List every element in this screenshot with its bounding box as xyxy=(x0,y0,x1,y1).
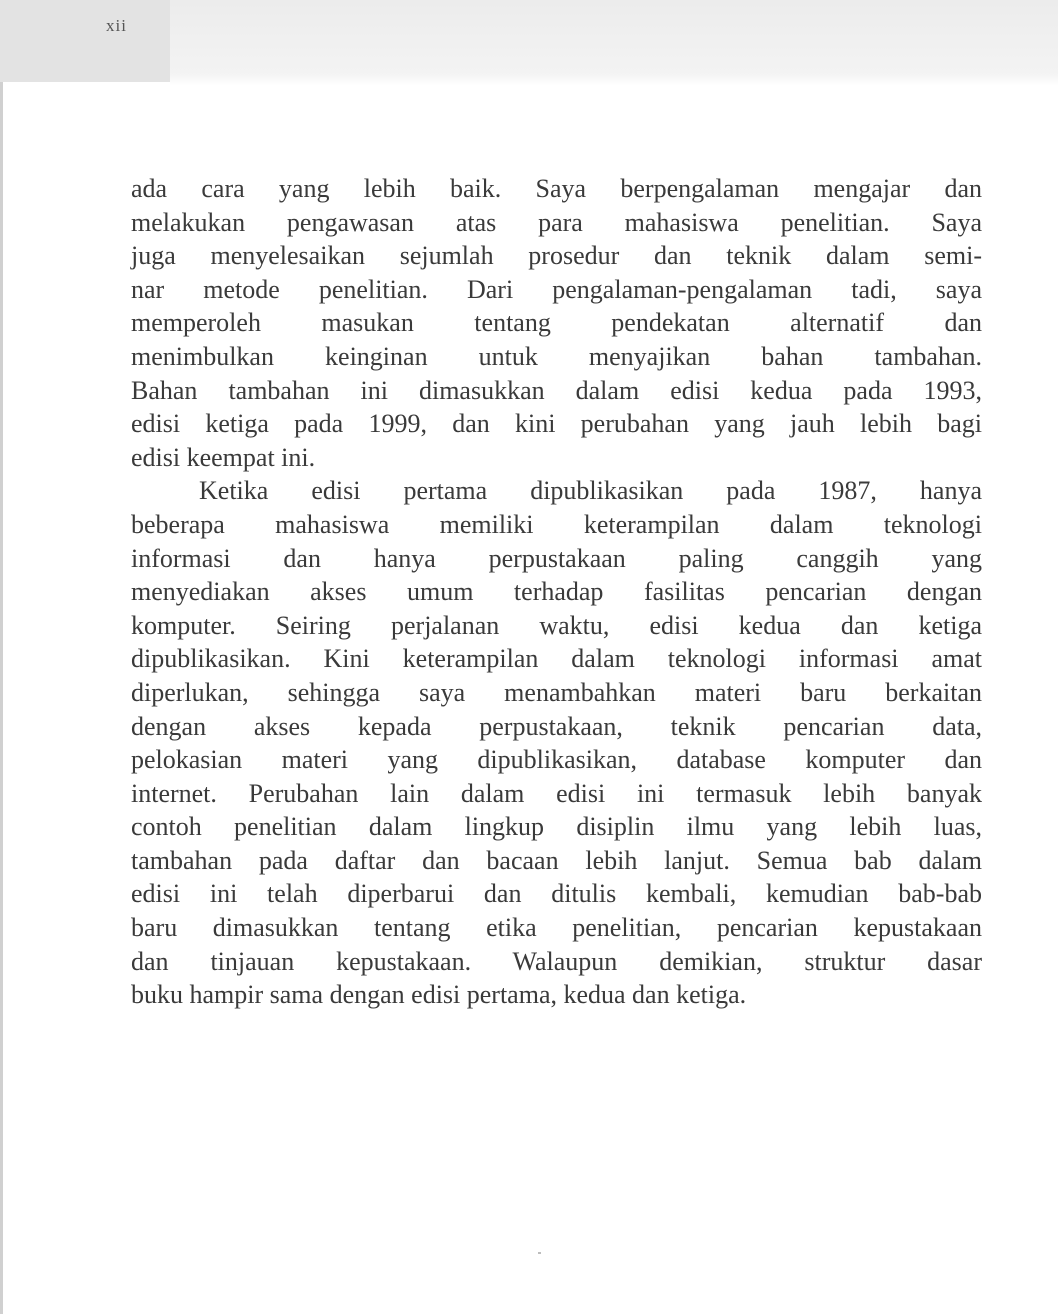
text-line: tambahan pada daftar dan bacaan lebih lanjut. Semua bab dalam xyxy=(131,845,982,875)
header-band xyxy=(0,0,170,82)
text-line: menyediakan akses umum terhadap fasilitas pencarian dengan xyxy=(131,577,982,607)
header-band-right xyxy=(170,0,1058,86)
text-line: edisi keempat ini. xyxy=(131,442,316,472)
text-line: dipublikasikan. Kini keterampilan dalam teknologi informasi amat xyxy=(131,644,982,674)
text-line: ada cara yang lebih baik. Saya berpengalaman mengajar dan xyxy=(131,174,982,203)
text-line: edisi ketiga pada 1999, dan kini perubahan yang jauh lebih bagi xyxy=(131,409,982,439)
text-line: menimbulkan keinginan untuk menyajikan bahan tambahan. xyxy=(131,341,982,371)
text-line: komputer. Seiring perjalanan waktu, edisi kedua dan ketiga xyxy=(131,610,982,640)
text-line: edisi ini telah diperbarui dan ditulis kembali, kemudian bab-bab xyxy=(131,879,982,909)
body-text xyxy=(131,172,982,1012)
text-line: pelokasian materi yang dipublikasikan, database komputer dan xyxy=(131,745,982,775)
text-line: juga menyelesaikan sejumlah prosedur dan teknik dalam semi- xyxy=(131,241,982,271)
text-line: nar metode penelitian. Dari pengalaman-pengalaman tadi, saya xyxy=(131,274,982,304)
text-line: informasi dan hanya perpustakaan paling canggih yang xyxy=(131,543,982,573)
text-line: buku hampir sama dengan edisi pertama, kedua dan ketiga. xyxy=(131,980,747,1010)
text-line: beberapa mahasiswa memiliki keterampilan dalam teknologi xyxy=(131,509,982,539)
text-line: baru dimasukkan tentang etika penelitian, pencarian kepustakaan xyxy=(131,913,982,943)
text-line: diperlukan, sehingga saya menambahkan materi baru berkaitan xyxy=(131,677,982,707)
text-line: memperoleh masukan tentang pendekatan alternatif dan xyxy=(131,308,982,338)
paragraph-2 xyxy=(131,474,982,1012)
text-line: internet. Perubahan lain dalam edisi ini termasuk lebih banyak xyxy=(131,778,982,808)
paper-speck xyxy=(538,1252,541,1254)
text-line: contoh penelitian dalam lingkup disiplin ilmu yang lebih luas, xyxy=(131,812,982,842)
page-number: xii xyxy=(106,16,127,35)
text-line: melakukan pengawasan atas para mahasiswa penelitian. Saya xyxy=(131,207,982,237)
paragraph-1 xyxy=(131,172,982,474)
text-line: Ketika edisi pertama dipublikasikan pada 1987, hanya xyxy=(199,476,982,506)
text-line: Bahan tambahan ini dimasukkan dalam edisi kedua pada 1993, xyxy=(131,375,982,405)
text-line: dan tinjauan kepustakaan. Walaupun demikian, struktur dasar xyxy=(131,946,982,976)
page-edge xyxy=(0,82,3,1314)
text-line: dengan akses kepada perpustakaan, teknik pencarian data, xyxy=(131,711,982,741)
